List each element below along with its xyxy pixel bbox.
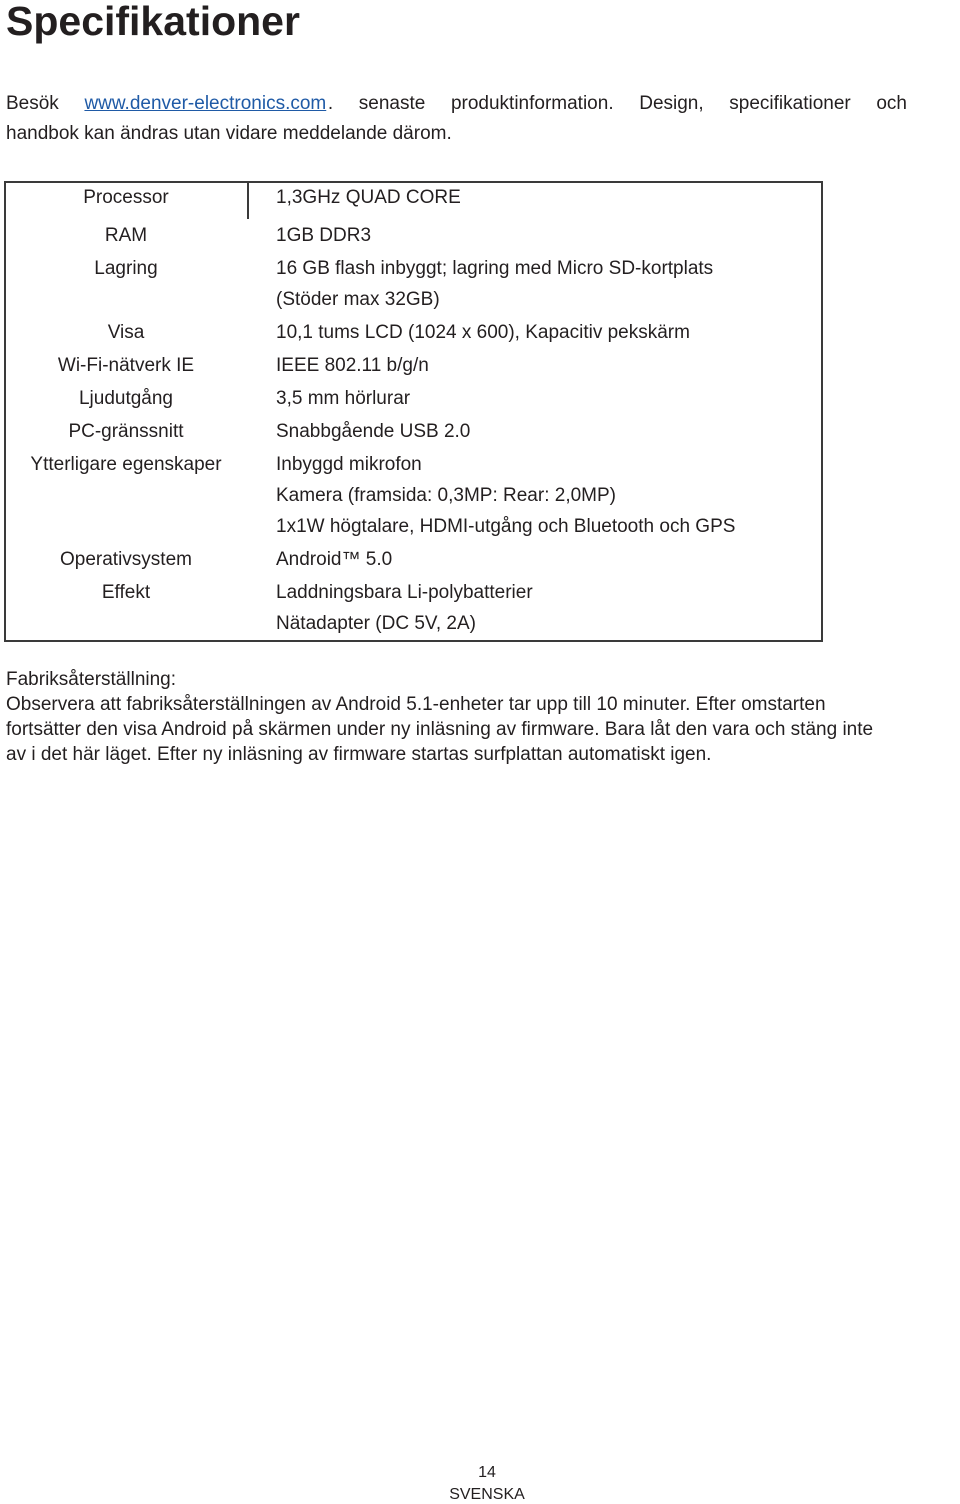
spec-value-wifi: IEEE 802.11 b/g/n: [276, 355, 429, 376]
intro-line-2: handbok kan ändras utan vidare meddelande därom.: [6, 123, 452, 144]
spec-value-storage: (Stöder max 32GB): [276, 289, 440, 310]
intro-word: .: [327, 93, 334, 114]
spec-label-display: Visa: [107, 322, 145, 343]
factory-reset-heading: Fabriksåterställning:: [6, 669, 177, 690]
spec-value-pc-interface: Snabbgående USB 2.0: [276, 421, 471, 442]
intro-line-1: [6, 93, 907, 115]
spec-value-extras: Kamera (framsida: 0,3MP: Rear: 2,0MP): [276, 485, 616, 506]
intro-word: och: [876, 93, 907, 114]
spec-table: [4, 181, 823, 642]
spec-value-storage: 16 GB flash inbyggt; lagring med Micro SD-kortplats: [276, 258, 714, 279]
factory-reset-text: av i det här läget. Efter ny inläsning av firmware startas surfplattan automatiskt igen.: [6, 744, 712, 765]
spec-label-ram: RAM: [104, 225, 148, 246]
spec-value-extras: 1x1W högtalare, HDMI-utgång och Bluetooth och GPS: [276, 516, 736, 537]
intro-word: Design,: [639, 93, 704, 114]
spec-label-processor: Processor: [83, 187, 169, 208]
website-link[interactable]: www.denver-electronics.com: [84, 93, 327, 114]
spec-label-power: Effekt: [101, 582, 151, 603]
spec-value-audio: 3,5 mm hörlurar: [276, 388, 411, 409]
spec-value-display: 10,1 tums LCD (1024 x 600), Kapacitiv pekskärm: [276, 322, 690, 343]
spec-value-ram: 1GB DDR3: [276, 225, 372, 246]
page-title: Specifikationer: [6, 0, 300, 44]
spec-value-power: Laddningsbara Li-polybatterier: [276, 582, 533, 603]
page-language: SVENSKA: [449, 1486, 525, 1503]
spec-label-extras: Ytterligare egenskaper: [30, 454, 222, 475]
page-number: 14: [478, 1464, 496, 1481]
spec-value-extras: Inbyggd mikrofon: [276, 454, 422, 475]
factory-reset-text: fortsätter den visa Android på skärmen under ny inläsning av firmware. Bara låt den vara och stäng inte: [6, 719, 874, 740]
spec-value-os: Android™ 5.0: [276, 549, 393, 570]
intro-word: specifikationer: [729, 93, 851, 114]
factory-reset-text: Observera att fabriksåterställningen av Android 5.1-enheter tar upp till 10 minuter. Efter omstarten: [6, 694, 826, 715]
spec-label-os: Operativsystem: [60, 549, 192, 570]
spec-label-storage: Lagring: [94, 258, 158, 279]
spec-label-wifi: Wi-Fi-nätverk IE: [57, 355, 195, 376]
intro-word: produktinformation.: [450, 93, 614, 114]
spec-label-pc-interface: PC-gränssnitt: [68, 421, 184, 442]
spec-value-power: Nätadapter (DC 5V, 2A): [276, 613, 476, 634]
spec-label-audio: Ljudutgång: [78, 388, 174, 409]
intro-word: senaste: [358, 93, 426, 114]
intro-prefix: Besök: [6, 93, 59, 114]
spec-value-processor: 1,3GHz QUAD CORE: [276, 187, 461, 208]
